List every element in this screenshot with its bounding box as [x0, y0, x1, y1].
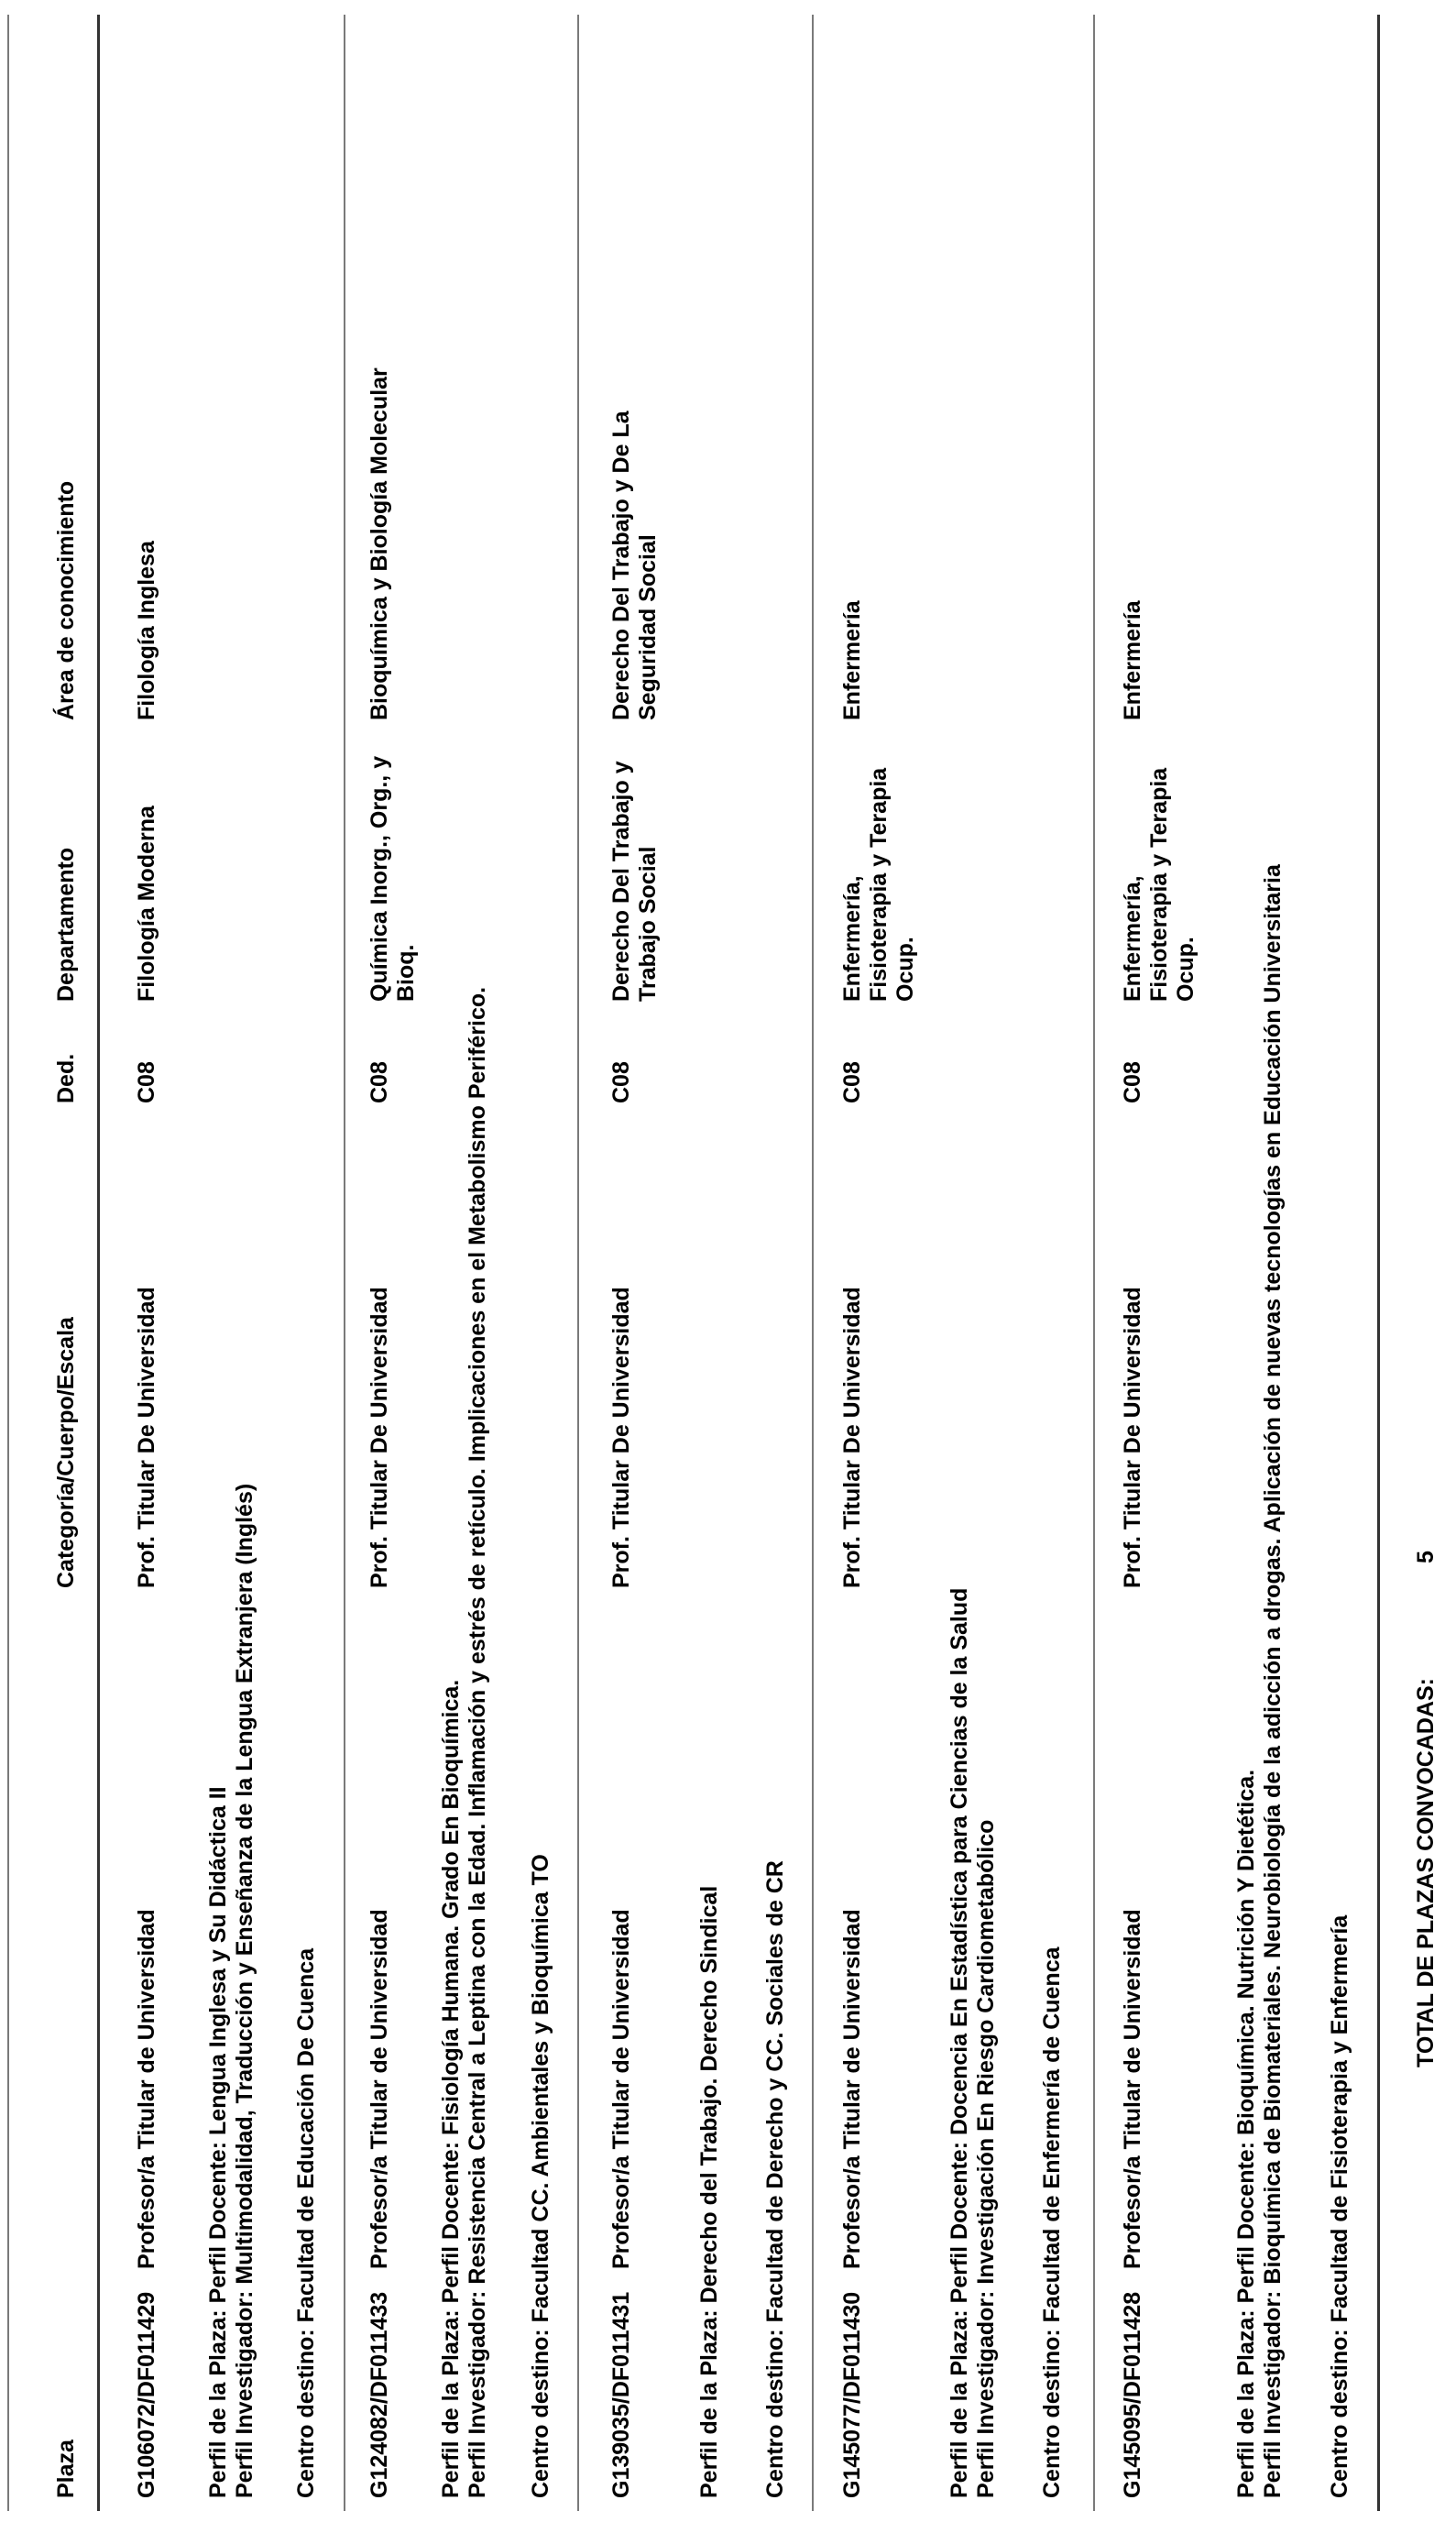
header-area: Área de conocimiento — [53, 480, 79, 720]
total-label: TOTAL DE PLAZAS CONVOCADAS: — [1413, 1677, 1439, 2067]
header-departamento: Departamento — [53, 847, 79, 1002]
plaza-departamento: Enfermería, — [1120, 875, 1145, 1002]
plaza-departamento: Enfermería, — [839, 875, 865, 1002]
plaza-departamento: Filología Moderna — [134, 806, 159, 1002]
plaza-cuerpo: Profesor/a Titular de Universidad — [1120, 1909, 1145, 2269]
plaza-code: G145095/DF011428 — [1120, 2291, 1145, 2498]
plaza-ded: C08 — [1120, 1061, 1145, 1103]
total-value: 5 — [1413, 1551, 1439, 1563]
plaza-centro: Centro destino: Facultad de Enfermería de Cuenca — [1039, 1946, 1065, 2498]
row-divider — [577, 15, 579, 2511]
plaza-categoria: Prof. Titular De Universidad — [608, 1287, 634, 1588]
plaza-ded: C08 — [367, 1061, 392, 1103]
plaza-departamento: Derecho Del Trabajo y — [608, 761, 634, 1002]
plaza-departamento-line2: Fisioterapia y Terapia — [866, 767, 892, 1002]
header-plaza: Plaza — [53, 2440, 79, 2498]
plaza-centro: Centro destino: Facultad CC. Ambientales y Bioquímica TO — [528, 1854, 553, 2498]
plaza-code: G124082/DF011433 — [367, 2291, 392, 2498]
plaza-perfil: Perfil de la Plaza: Perfil Docente: Bioquímica. Nutrición Y Dietética. — [1233, 1769, 1259, 2498]
plaza-perfil-investigador: Perfil Investigador: Multimodalidad, Traducción y Enseñanza de la Lengua Extranjera (Inglés) — [232, 1483, 257, 2498]
plaza-departamento-line2: Fisioterapia y Terapia — [1146, 767, 1172, 1002]
plaza-perfil: Perfil de la Plaza: Perfil Docente: Docencia En Estadística para Ciencias de la Salud — [947, 1587, 972, 2498]
plaza-categoria: Prof. Titular De Universidad — [367, 1287, 392, 1588]
plaza-code: G139035/DF011431 — [608, 2291, 634, 2498]
plaza-area: Filología Inglesa — [134, 541, 159, 720]
plaza-centro: Centro destino: Facultad de Fisioterapia y Enfermería — [1327, 1914, 1352, 2498]
plaza-perfil-investigador: Perfil Investigador: Resistencia Central a Leptina con la Edad. Inflamación y estrés de retículo. Implicaciones en el Metabolismo Periférico. — [465, 986, 490, 2498]
table-bottom-rule — [1377, 15, 1380, 2511]
row-divider — [812, 15, 814, 2511]
plaza-area: Bioquímica y Biología Molecular — [367, 367, 392, 720]
plaza-cuerpo: Profesor/a Titular de Universidad — [367, 1909, 392, 2269]
plaza-departamento-line2: Bioq. — [393, 944, 419, 1002]
plaza-ded: C08 — [608, 1061, 634, 1103]
plaza-perfil: Perfil de la Plaza: Derecho del Trabajo. Derecho Sindical — [696, 1885, 722, 2498]
plaza-perfil: Perfil de la Plaza: Perfil Docente: Lengua Inglesa y Su Didáctica II — [205, 1786, 231, 2498]
plaza-departamento-line3: Ocup. — [892, 937, 918, 1002]
plaza-centro: Centro destino: Facultad de Derecho y CC. Sociales de CR — [762, 1860, 788, 2498]
plaza-area: Derecho Del Trabajo y De La — [608, 411, 634, 720]
plaza-categoria: Prof. Titular De Universidad — [839, 1287, 865, 1588]
plaza-perfil-investigador: Perfil Investigador: Investigación En Riesgo Cardiometabólico — [973, 1819, 999, 2498]
row-divider — [344, 15, 345, 2511]
plaza-categoria: Prof. Titular De Universidad — [134, 1287, 159, 1588]
plaza-centro: Centro destino: Facultad de Educación De Cuenca — [293, 1947, 319, 2498]
plaza-departamento-line3: Ocup. — [1173, 937, 1199, 1002]
header-rule — [97, 15, 100, 2511]
plaza-perfil-investigador: Perfil Investigador: Bioquímica de Biomateriales. Neurobiología de la adicción a drogas. Aplicación de nuevas tecnologías en Educación Universitaria — [1260, 864, 1286, 2498]
plaza-code: G106072/DF011429 — [134, 2291, 159, 2498]
table-top-rule — [7, 15, 9, 2511]
plaza-ded: C08 — [134, 1061, 159, 1103]
plaza-area: Enfermería — [1120, 600, 1145, 720]
plaza-cuerpo: Profesor/a Titular de Universidad — [134, 1909, 159, 2269]
plaza-perfil: Perfil de la Plaza: Perfil Docente: Fisiología Humana. Grado En Bioquímica. — [438, 1679, 464, 2498]
plaza-cuerpo: Profesor/a Titular de Universidad — [608, 1909, 634, 2269]
plaza-area-line2: Seguridad Social — [635, 534, 661, 720]
plaza-departamento-line2: Trabajo Social — [635, 846, 661, 1002]
plaza-area: Enfermería — [839, 600, 865, 720]
header-categoria: Categoría/Cuerpo/Escala — [53, 1317, 79, 1588]
row-divider — [1093, 15, 1095, 2511]
plaza-departamento: Química Inorg., Org., y — [367, 755, 392, 1002]
plaza-categoria: Prof. Titular De Universidad — [1120, 1287, 1145, 1588]
plaza-cuerpo: Profesor/a Titular de Universidad — [839, 1909, 865, 2269]
header-ded: Ded. — [53, 1053, 79, 1103]
plaza-ded: C08 — [839, 1061, 865, 1103]
plaza-code: G145077/DF011430 — [839, 2291, 865, 2498]
